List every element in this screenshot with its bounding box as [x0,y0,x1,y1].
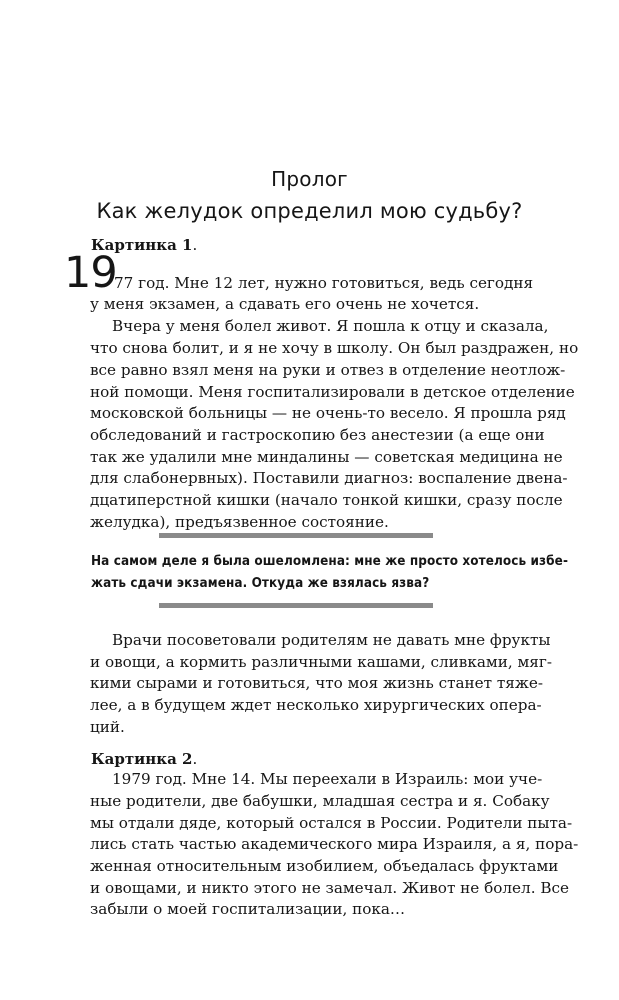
picture-2-heading-text: Картинка 2 [91,750,193,768]
picture-1-line: Вчера у меня болел живот. Я пошла к отцу и сказала, [112,317,549,335]
picture-1-line: московской больницы — не очень-то весело. Я прошла ряд [90,404,566,422]
picture-2-line: 1979 год. Мне 14. Мы переехали в Израиль: мои уче- [112,770,543,788]
drop-cap: 19 [64,248,117,298]
after-callout-line: кими сырами и готовиться, что моя жизнь станет тяже- [90,674,543,692]
chapter-title: Как желудок определил мою судьбу? [96,199,523,223]
picture-1-line: обследований и гастроскопию без анестезии (а еще они [90,426,545,444]
picture-2-line: лись стать частью академического мира Израиля, а я, пора- [90,835,579,853]
picture-1-line: дцатиперстной кишки (начало тонкой кишки, сразу после [90,491,563,509]
callout-line: На самом деле я была ошеломлена: мне же просто хотелось избе- [91,554,569,569]
picture-1-line: все равно взял меня на руки и отвез в отделение неотлож- [90,361,566,379]
picture-1-line: что снова болит, и я не хочу в школу. Он был раздражен, но [90,339,579,357]
after-callout-line: лее, а в будущем ждет несколько хирургических опера- [90,696,542,714]
picture-1-line: ной помощи. Меня госпитализировали в детское отделение [90,383,575,401]
picture-1-line: 77 год. Мне 12 лет, нужно готовиться, ведь сегодня [114,274,534,292]
picture-2-line: мы отдали дяде, который остался в России. Родители пыта- [90,814,573,832]
picture-1-heading-text: Картинка 1 [91,236,193,254]
after-callout-line: и овощи, а кормить различными кашами, сливками, мяг- [90,653,552,671]
callout-line: жать сдачи экзамена. Откуда же взялась язва? [91,576,430,591]
picture-2-heading [91,749,197,769]
picture-1-line: для слабонервных). Поставили диагноз: воспаление двена- [90,469,568,487]
after-callout-line: Врачи посоветовали родителям не давать мне фрукты [112,631,551,649]
picture-1-line: так же удалили мне миндалины — советская медицина не [90,448,563,466]
picture-2-line: забыли о моей госпитализации, пока… [90,900,406,918]
picture-2-line: женная относительным изобилием, объедалась фруктами [90,857,559,875]
picture-1-line: желудка), предъязвенное состояние. [90,513,389,531]
picture-1-heading-punct: . [192,236,198,254]
picture-2-heading-punct: . [192,750,198,768]
picture-1-line: у меня экзамен, а сдавать его очень не хочется. [90,295,480,313]
picture-2-line: ные родители, две бабушки, младшая сестра и я. Собаку [90,792,550,810]
callout-top-divider [159,533,433,538]
picture-2-line: и овощами, и никто этого не замечал. Живот не болел. Все [90,879,569,897]
page-header [0,164,619,228]
prologue-label: Пролог [271,167,348,191]
callout-bottom-divider [159,603,433,608]
after-callout-line: ций. [90,718,125,736]
